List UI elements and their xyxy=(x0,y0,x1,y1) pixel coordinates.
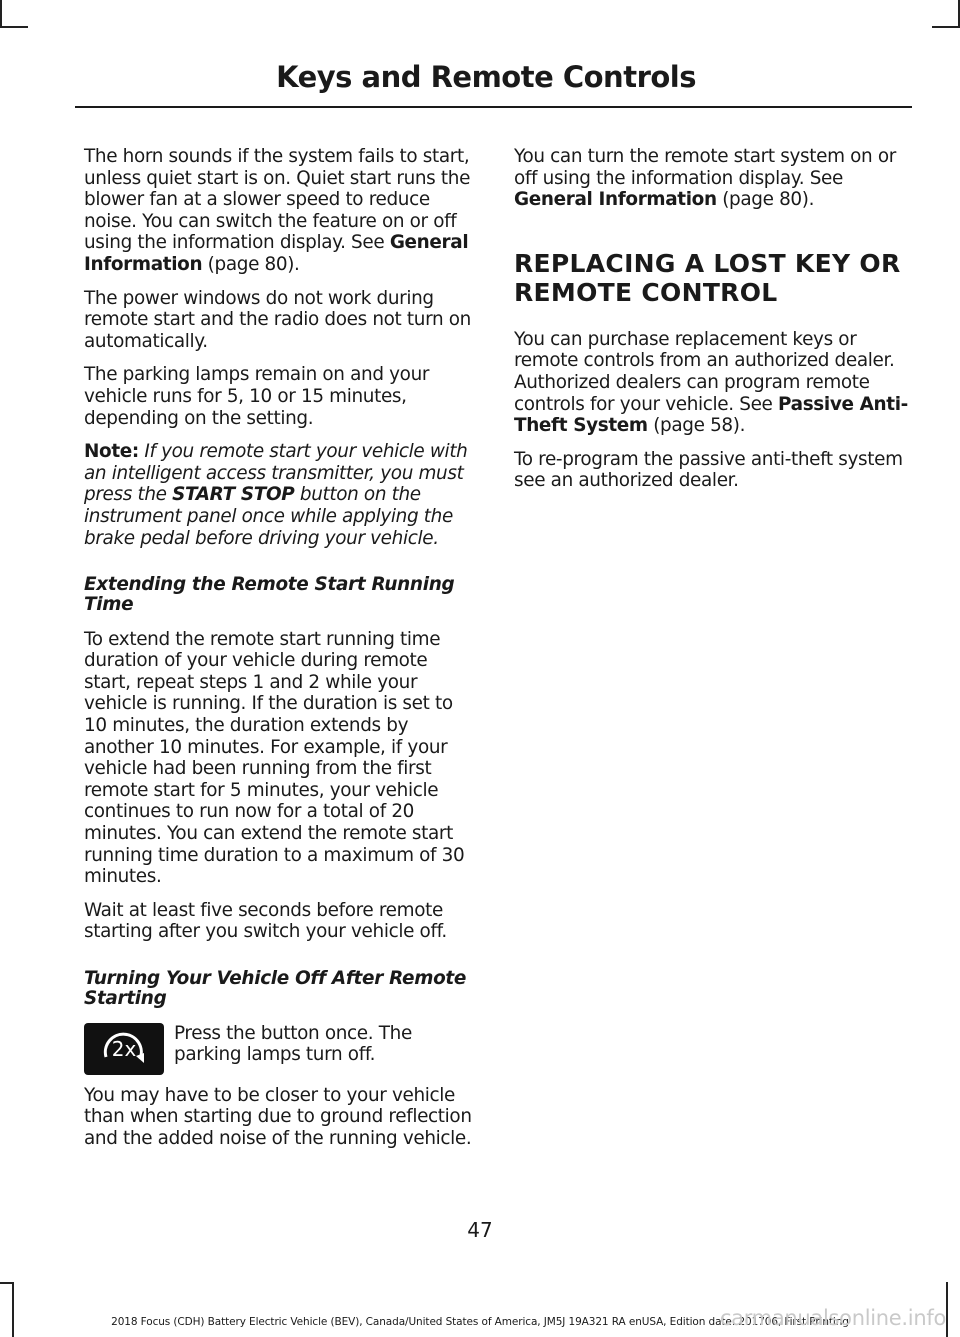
icon-label: 2x xyxy=(111,1036,137,1061)
note xyxy=(84,441,476,549)
paragraph xyxy=(84,146,476,276)
crop-mark xyxy=(12,1282,14,1337)
paragraph-text: You can purchase replacement keys or remote controls from an authorized dealer. Authorized dealers can program remote controls for your vehicle. See xyxy=(514,328,895,415)
watermark: carmanualsonline.info xyxy=(719,1306,946,1330)
cross-reference-link[interactable]: General Information xyxy=(514,189,717,211)
page-reference: (page 80). xyxy=(716,189,815,211)
paragraph xyxy=(514,329,910,437)
cross-reference-link[interactable]: General Information xyxy=(84,232,469,275)
page-title: Keys and Remote Controls xyxy=(276,60,696,94)
paragraph: The parking lamps remain on and your vehicle runs for 5, 10 or 15 minutes, depending on the setting. xyxy=(84,364,430,429)
paragraph xyxy=(514,146,910,211)
paragraph: You may have to be closer to your vehicle than when starting due to ground reflection and the added noise of the running vehicle. xyxy=(84,1084,472,1149)
page-reference: (page 80). xyxy=(202,253,300,275)
left-column xyxy=(84,146,476,1161)
subheading: Extending the Remote Start Running Time xyxy=(84,574,455,615)
paragraph: Wait at least five seconds before remote starting after you switch your vehicle off. xyxy=(84,899,447,943)
header-rule xyxy=(75,106,912,108)
paragraph: To extend the remote start running time duration of your vehicle during remote start, repeat steps 1 and 2 while your vehicle is running. If the duration is set to 10 minutes, the duration extends by another 10 minutes. For example, if your vehicle had been running from the first remote start for 5 minutes, your vehicle continues to run now for a total of 20 minutes. You can extend the remote start running time duration to a maximum of 30 minutes. xyxy=(84,628,465,888)
crop-mark xyxy=(0,1282,14,1284)
page-number: 47 xyxy=(467,1218,493,1242)
section-heading-line: REMOTE CONTROL xyxy=(514,277,778,307)
press-twice-icon xyxy=(84,1023,164,1075)
paragraph-text: The horn sounds if the system fails to start, unless quiet start is on. Quiet start runs the blower fan at a slower speed to reduce noise. You can switch the feature on or off using the information display. See xyxy=(84,146,471,254)
cross-reference-link[interactable]: Passive Anti-Theft System xyxy=(514,393,908,437)
note-text: button on the instrument panel once while applying the brake pedal before driving your vehicle. xyxy=(84,484,453,549)
crop-mark xyxy=(946,1282,948,1337)
right-column xyxy=(514,146,910,504)
note-label: Note: xyxy=(84,441,139,463)
note-control-name: START STOP xyxy=(172,484,295,506)
instruction-row xyxy=(84,1023,476,1075)
subheading: Turning Your Vehicle Off After Remote Starting xyxy=(84,968,467,1009)
footer-edition-info: 2018 Focus (CDH) Battery Electric Vehicle (BEV), Canada/United States of America, JM5J 19A321 RA enUSA, Edition date: 201706, First Printing xyxy=(111,1316,849,1328)
crop-mark xyxy=(932,26,960,28)
paragraph: The power windows do not work during remote start and the radio does not turn on automatically. xyxy=(84,287,471,352)
crop-mark xyxy=(0,0,2,28)
section-heading-line: REPLACING A LOST KEY OR xyxy=(514,248,901,278)
crop-mark xyxy=(0,26,28,28)
paragraph: To re-program the passive anti-theft system see an authorized dealer. xyxy=(514,448,903,492)
paragraph-text: You can turn the remote start system on or off using the information display. See xyxy=(514,146,896,189)
page-reference: (page 58). xyxy=(647,415,746,437)
paragraph: Press the button once. The parking lamps turn off. xyxy=(174,1022,412,1066)
section-heading xyxy=(514,249,910,307)
note-text: If you remote start your vehicle with an intelligent access transmitter, you must press the xyxy=(84,441,468,506)
